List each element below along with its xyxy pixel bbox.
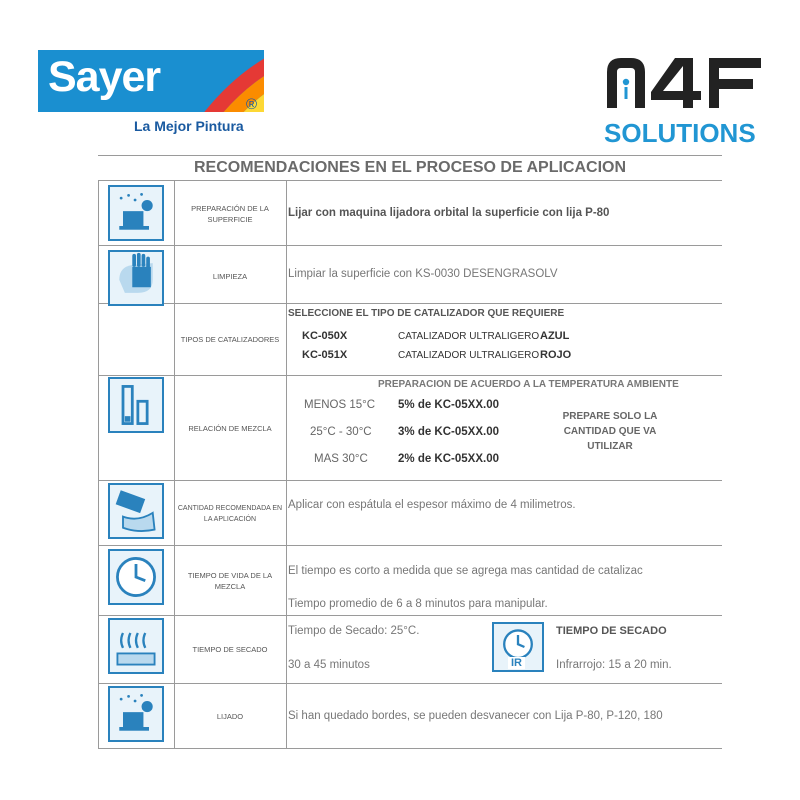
ir-badge: IR (508, 657, 525, 669)
sayer-logo (38, 50, 264, 112)
mix-note-line: CANTIDAD QUE VA (563, 426, 657, 437)
mixing-ratio-icon (108, 377, 164, 433)
row-label-limpieza: LIMPIEZA (212, 272, 248, 281)
mix-temperature: MAS 30°C (314, 453, 368, 465)
sayer-wordmark: Sayer (48, 53, 161, 101)
catalyst-color: AZUL (540, 330, 570, 342)
mix-temperature: 25°C - 30°C (310, 426, 372, 438)
n4f-wordmark: SOLUTIONS (604, 118, 756, 148)
lijado-text: Si han quedado bordes, se pueden desvanecer con Lija P-80, P-120, 180 (288, 710, 663, 722)
cleaning-glove-icon (108, 250, 164, 306)
n4f-logo-icon (603, 54, 763, 110)
sayer-slogan: La Mejor Pintura (134, 118, 244, 134)
mix-note-line: UTILIZAR (587, 441, 633, 452)
table-title: RECOMENDACIONES EN EL PROCESO DE APLICACION (193, 159, 627, 176)
secado-text-2: 30 a 45 minutos (288, 659, 370, 671)
cantidad-text: Aplicar con espátula el espesor máximo de 4 milimetros. (288, 499, 576, 511)
catalyst-color: ROJO (540, 349, 572, 361)
row-label-preparacion: PREPARACIÓN DE LA SUPERFICIE (191, 204, 269, 224)
mix-ratio: 3% de KC-05XX.00 (398, 426, 499, 438)
infrared-clock-icon (492, 622, 544, 672)
limpieza-text: Limpiar la superficie con KS-0030 DESENGRASOLV (288, 268, 558, 280)
mix-ratio: 2% de KC-05XX.00 (398, 453, 499, 465)
vida-text-2: Tiempo promedio de 6 a 8 minutos para manipular. (288, 598, 548, 610)
vida-text-1: El tiempo es corto a medida que se agrega mas cantidad de catalizac (288, 565, 643, 577)
catalizadores-heading: SELECCIONE EL TIPO DE CATALIZADOR QUE REQUIERE (288, 308, 565, 319)
secado-text-1: Tiempo de Secado: 25°C. (288, 625, 420, 637)
row-label-cantidad: CANTIDAD RECOMENDADA EN LA APLICACIÓN (177, 505, 283, 523)
application-recommendations-table (98, 155, 722, 749)
row-label-mezcla: RELACIÓN DE MEZCLA (188, 424, 272, 433)
surface-preparation-icon (108, 185, 164, 241)
spatula-application-icon (108, 483, 164, 539)
catalyst-desc: CATALIZADOR ULTRALIGERO (398, 331, 540, 342)
catalyst-code: KC-050X (302, 330, 348, 342)
mix-temperature: MENOS 15°C (304, 399, 376, 411)
sanding-icon (108, 686, 164, 742)
mix-note-line: PREPARE SOLO LA (562, 411, 658, 422)
mix-ratio: 5% de KC-05XX.00 (398, 399, 499, 411)
mezcla-heading: PREPARACION DE ACUERDO A LA TEMPERATURA AMBIENTE (378, 379, 679, 390)
row-label-secado: TIEMPO DE SECADO (192, 645, 268, 654)
catalyst-desc: CATALIZADOR ULTRALIGERO (398, 350, 540, 361)
catalyst-code: KC-051X (302, 349, 348, 361)
row-label-vida: TIEMPO DE VIDA DE LA MEZCLA (187, 571, 273, 591)
preparacion-text: Lijar con maquina lijadora orbital la superficie con lija P-80 (288, 207, 610, 219)
registered-mark: ® (246, 96, 258, 113)
row-label-lijado: LIJADO (216, 712, 244, 721)
ir-title: TIEMPO DE SECADO (556, 625, 667, 637)
clock-icon (108, 549, 164, 605)
drying-heat-icon (108, 618, 164, 674)
row-label-catalizadores: TIPOS DE CATALIZADORES (180, 335, 280, 344)
ir-text: Infrarrojo: 15 a 20 min. (556, 659, 672, 671)
